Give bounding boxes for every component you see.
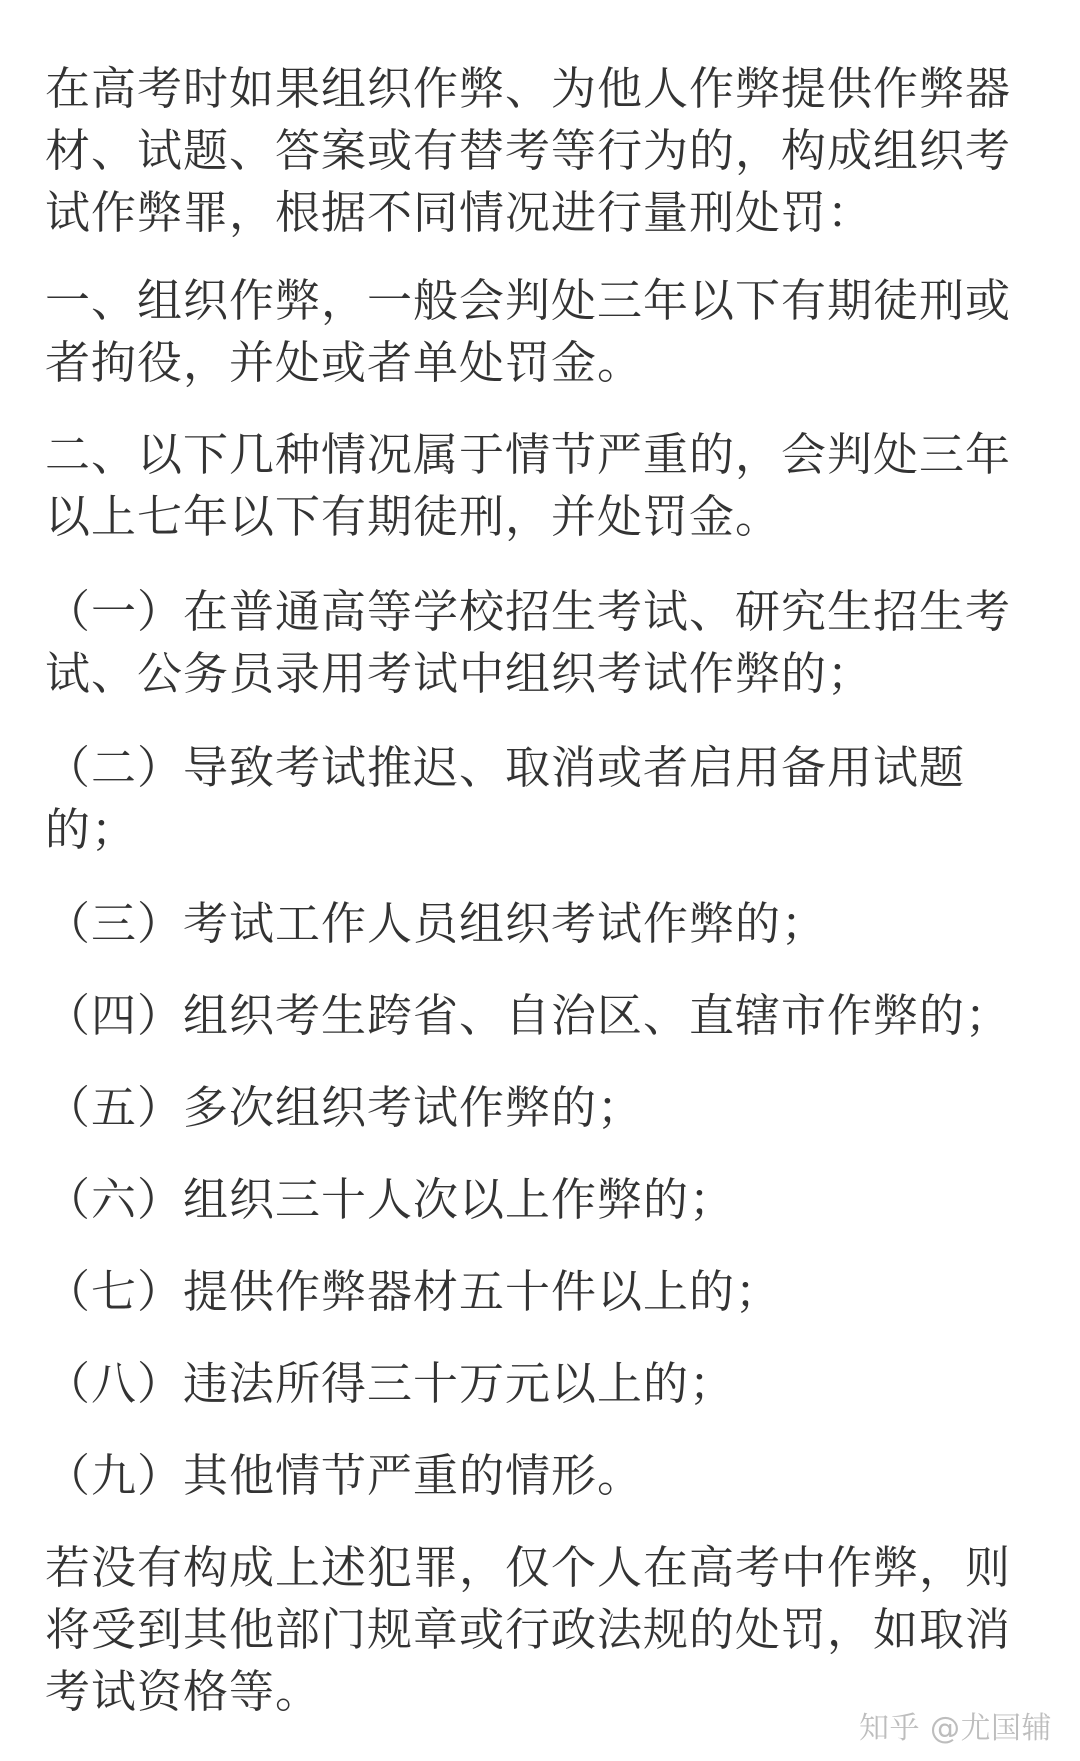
list-item: （七）提供作弊器材五十件以上的；: [45, 1265, 782, 1318]
list-item: （四）组织考生跨省、自治区、直辖市作弊的；: [45, 989, 1012, 1042]
closing-paragraph: 若没有构成上述犯罪，仅个人在高考中作弊，则将受到其他部门规章或行政法规的处罚，如取消考试资格等。: [45, 1541, 1012, 1718]
list-item: （二）导致考试推迟、取消或者启用备用试题的；: [45, 741, 966, 856]
clause-two-paragraph: 二、以下几种情况属于情节严重的，会判处三年以上七年以下有期徒刑，并处罚金。: [45, 428, 1012, 543]
article-body: [45, 58, 1030, 1723]
list-item: （一）在普通高等学校招生考试、研究生招生考试、公务员录用考试中组织考试作弊的；: [45, 585, 1012, 700]
list-item: （六）组织三十人次以上作弊的；: [45, 1173, 736, 1226]
list-item: （八）违法所得三十万元以上的；: [45, 1357, 736, 1410]
intro-paragraph: 在高考时如果组织作弊、为他人作弊提供作弊器材、试题、答案或有替考等行为的，构成组织考试作弊罪，根据不同情况进行量刑处罚：: [45, 62, 1012, 239]
list-item: （九）其他情节严重的情形。: [45, 1449, 644, 1502]
watermark: 知乎 @尤国辅: [858, 1711, 1052, 1746]
list-item: （三）考试工作人员组织考试作弊的；: [45, 897, 828, 950]
list-item: （五）多次组织考试作弊的；: [45, 1081, 644, 1134]
clause-one-paragraph: 一、组织作弊，一般会判处三年以下有期徒刑或者拘役，并处或者单处罚金。: [45, 274, 1012, 389]
